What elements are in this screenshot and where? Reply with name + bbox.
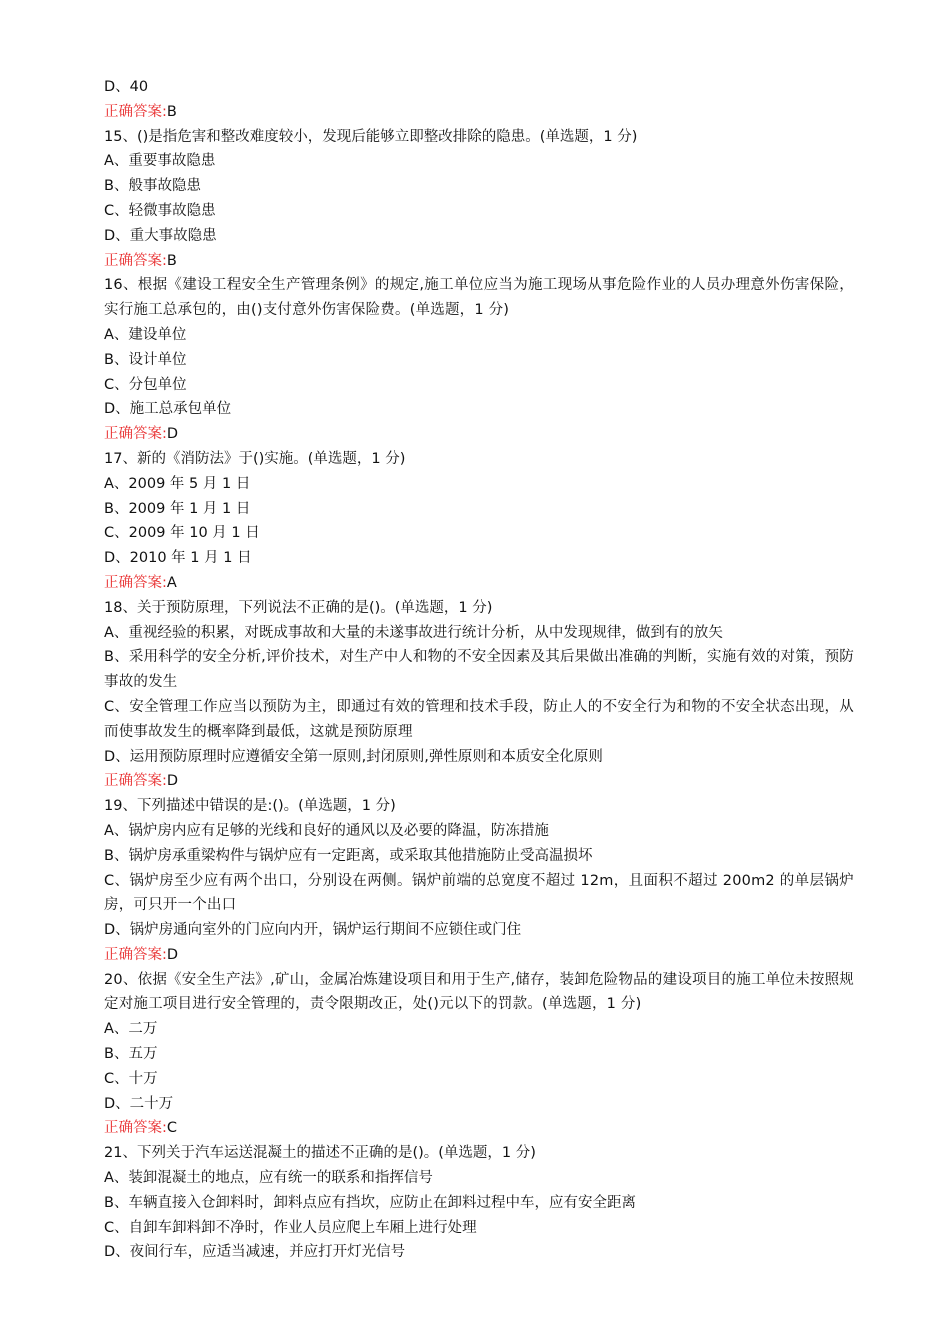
answer-line [104, 249, 854, 274]
option-b: B、锅炉房承重梁构件与锅炉应有一定距离，或采取其他措施防止受高温损坏 [104, 847, 593, 864]
option-d: D、施工总承包单位 [104, 401, 232, 418]
answer-label: 正确答案: [104, 946, 167, 963]
question-stem: 15、()是指危害和整改难度较小，发现后能够立即整改排除的隐患。(单选题，1 分) [104, 128, 638, 145]
answer-line [104, 943, 854, 968]
option-c: C、安全管理工作应当以预防为主，即通过有效的管理和技术手段，防止人的不安全行为和物的不安全状态出现，从而使事故发生的概率降到最低，这就是预防原理 [104, 698, 854, 740]
option-d: D、运用预防原理时应遵循安全第一原则,封闭原则,弹性原则和本质安全化原则 [104, 748, 603, 765]
answer-line [104, 422, 854, 447]
option-d: D、二十万 [104, 1095, 174, 1112]
question-stem: 20、依据《安全生产法》,矿山，金属冶炼建设项目和用于生产,储存，装卸危险物品的建设项目的施工单位未按照规定对施工项目进行安全管理的，责令限期改正，处()元以下的罚款。(单选题，1 分) [104, 971, 854, 1013]
answer-label: 正确答案: [104, 773, 167, 790]
option-a: A、装卸混凝土的地点，应有统一的联系和指挥信号 [104, 1170, 433, 1187]
option-b: B、2009 年 1 月 1 日 [104, 500, 251, 517]
answer-label: 正确答案: [104, 103, 167, 120]
question-stem: 21、下列关于汽车运送混凝土的描述不正确的是()。(单选题，1 分) [104, 1145, 536, 1162]
option-c: C、十万 [104, 1070, 158, 1087]
option-a: A、重要事故隐患 [104, 153, 216, 170]
option-b: B、设计单位 [104, 351, 187, 368]
answer-value: A [166, 574, 177, 591]
option-d: D、重大事故隐患 [104, 227, 217, 244]
option-b: B、般事故隐患 [104, 178, 201, 195]
option-d: D、2010 年 1 月 1 日 [104, 550, 252, 567]
answer-line [104, 1116, 854, 1141]
answer-value: B [166, 103, 177, 120]
question-stem: 17、新的《消防法》于()实施。(单选题，1 分) [104, 450, 406, 467]
option-a: A、锅炉房内应有足够的光线和良好的通风以及必要的降温，防冻措施 [104, 822, 549, 839]
answer-label: 正确答案: [104, 1120, 167, 1137]
answer-value: D [166, 426, 179, 443]
question-stem: 16、根据《建设工程安全生产管理条例》的规定,施工单位应当为施工现场从事危险作业的人员办理意外伤害保险，实行施工总承包的，由()支付意外伤害保险费。(单选题，1 分) [104, 277, 854, 319]
question-stem: 18、关于预防原理，下列说法不正确的是()。(单选题，1 分) [104, 599, 493, 616]
answer-label: 正确答案: [104, 574, 167, 591]
option-a: A、重视经验的积累，对既成事故和大量的未遂事故进行统计分析，从中发现规律，做到有的放矢 [104, 624, 723, 641]
question-stem: 19、下列描述中错误的是:()。(单选题，1 分) [104, 798, 396, 815]
option-d: D、夜间行车，应适当减速，并应打开灯光信号 [104, 1244, 406, 1261]
option-b: B、采用科学的安全分析,评价技术，对生产中人和物的不安全因素及其后果做出准确的判断，实施有效的对策，预防事故的发生 [104, 649, 854, 691]
option-c: C、轻微事故隐患 [104, 202, 216, 219]
answer-line [104, 769, 854, 794]
answer-value: C [166, 1120, 178, 1137]
option-c: C、2009 年 10 月 1 日 [104, 525, 260, 542]
answer-label: 正确答案: [104, 252, 167, 269]
answer-value: D [166, 773, 179, 790]
option-c: C、自卸车卸料卸不净时，作业人员应爬上车厢上进行处理 [104, 1219, 477, 1236]
option-a: A、2009 年 5 月 1 日 [104, 475, 251, 492]
option-c: C、锅炉房至少应有两个出口，分别设在两侧。锅炉前端的总宽度不超过 12m，且面积不超过 200m2 的单层锅炉房，可只开一个出口 [104, 872, 854, 914]
option-c: C、分包单位 [104, 376, 187, 393]
option-d: D、40 [104, 79, 149, 95]
option-a: A、二万 [104, 1021, 158, 1038]
answer-line [104, 100, 854, 125]
answer-value: B [166, 252, 177, 269]
option-a: A、建设单位 [104, 326, 187, 343]
document-page [104, 75, 854, 1265]
option-b: B、车辆直接入仓卸料时，卸料点应有挡坎，应防止在卸料过程中车，应有安全距离 [104, 1194, 636, 1211]
option-b: B、五万 [104, 1046, 158, 1063]
option-d: D、锅炉房通向室外的门应向内开，锅炉运行期间不应锁住或门住 [104, 922, 522, 939]
answer-label: 正确答案: [104, 426, 167, 443]
answer-value: D [166, 946, 179, 963]
answer-line [104, 571, 854, 596]
